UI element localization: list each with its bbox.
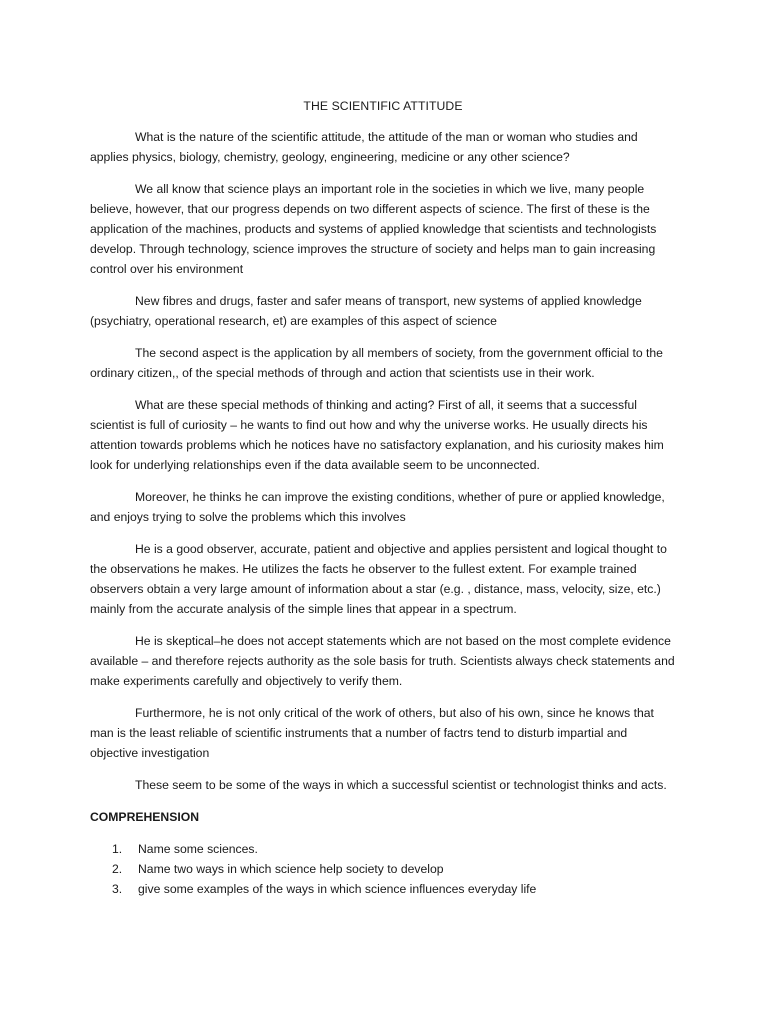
list-item [90, 879, 676, 899]
paragraph: New fibres and drugs, faster and safer means of transport, new systems of applied knowledge (psychiatry, operational research, et) are examples of this aspect of science [90, 294, 642, 328]
list-item [90, 839, 676, 859]
paragraph: Moreover, he thinks he can improve the existing conditions, whether of pure or applied knowledge, and enjoys trying to solve the problems which this involves [90, 490, 665, 524]
question-number: 3. [112, 882, 123, 896]
question-text: give some examples of the ways in which science influences everyday life [138, 882, 537, 896]
paragraph: He is a good observer, accurate, patient and objective and applies persistent and logical thought to the observations he makes. He utilizes the facts he observer to the fullest extent. For example trained observers obtain a very large amount of information about a star (e.g. , distance, mass, velocity, size, etc.) mainly from the accurate analysis of the simple lines that appear in a spectrum. [90, 542, 667, 616]
comprehension-heading: COMPREHENSION [90, 810, 200, 824]
paragraph: Furthermore, he is not only critical of the work of others, but also of his own, since he knows that man is the least reliable of scientific instruments that a number of factrs tend to disturb impartial and objective investigation [90, 706, 654, 760]
paragraph: These seem to be some of the ways in which a successful scientist or technologist thinks and acts. [135, 778, 667, 792]
paragraph: What are these special methods of thinking and acting? First of all, it seems that a successful scientist is full of curiosity – he wants to find out how and why the universe works. He usually directs his attention towards problems which he notices have no satisfactory explanation, and his curiosity makes him look for underlying relationships even if the data available seem to be unconnected. [90, 398, 664, 472]
document-title: THE SCIENTIFIC ATTITUDE [303, 99, 463, 113]
list-item [90, 859, 676, 879]
paragraph: The second aspect is the application by all members of society, from the government official to the ordinary citizen,, of the special methods of through and action that scientists use in their work. [90, 346, 663, 380]
question-list [90, 839, 676, 899]
paragraph: We all know that science plays an important role in the societies in which we live, many people believe, however, that our progress depends on two different aspects of science. The first of these is the application of the machines, products and systems of applied knowledge that scientists and technologists develop. Through technology, science improves the structure of society and helps man to gain increasing control over his environment [90, 182, 657, 276]
question-text: Name two ways in which science help society to develop [138, 862, 444, 876]
question-number: 1. [112, 842, 123, 856]
question-number: 2. [112, 862, 123, 876]
paragraph: What is the nature of the scientific attitude, the attitude of the man or woman who studies and applies physics, biology, chemistry, geology, engineering, medicine or any other science? [90, 130, 638, 164]
document-body [90, 96, 676, 899]
question-text: Name some sciences. [138, 842, 258, 856]
paragraph: He is skeptical–he does not accept statements which are not based on the most complete evidence available – and therefore rejects authority as the sole basis for truth. Scientists always check statements and make experiments carefully and objectively to verify them. [90, 634, 675, 688]
